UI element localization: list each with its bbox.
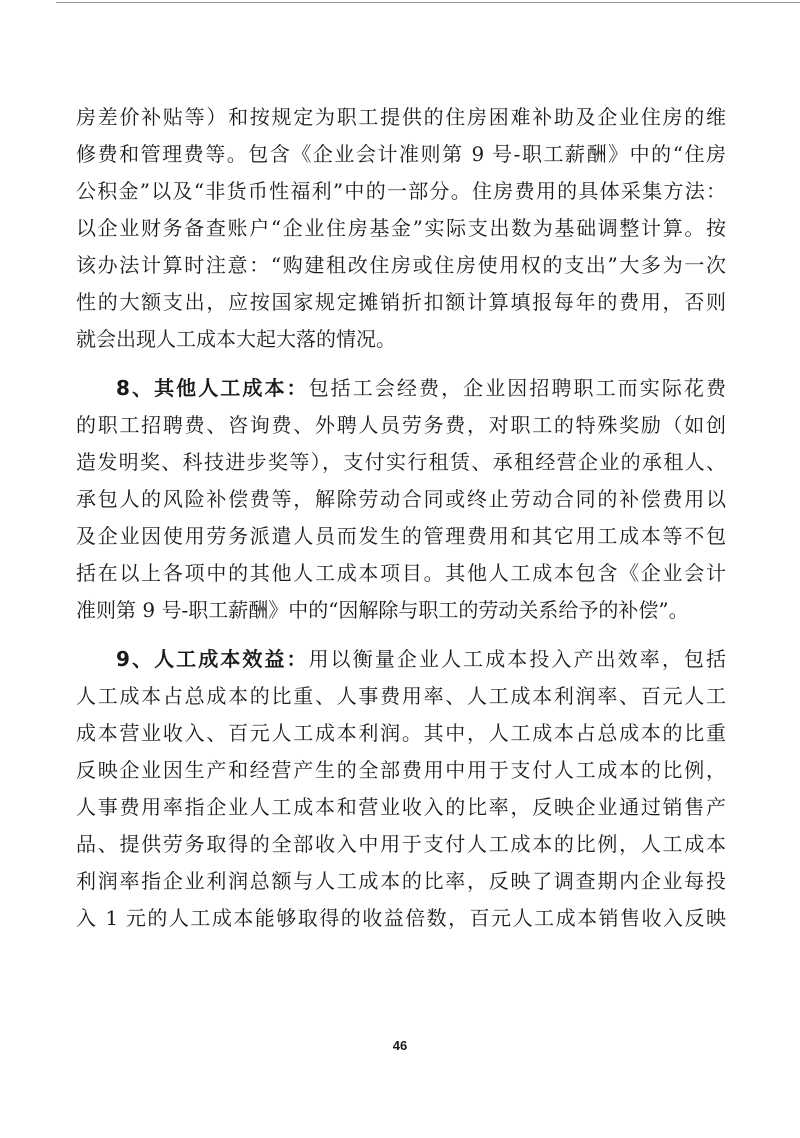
text-line: 及企业因使用劳务派遣人员而发生的管理费用和其它用工成本等不包 <box>76 524 726 548</box>
text-line <box>76 641 726 678</box>
text-line: 利润率指企业利润总额与人工成本的比率，反映了调查期内企业每投 <box>76 869 726 893</box>
text-line: 人事费用率指企业人工成本和营业收入的比率，反映企业通过销售产 <box>76 795 726 819</box>
page-number: 46 <box>392 1038 408 1053</box>
text-line: 造发明奖、科技进步奖等），支付实行租赁、承租经营企业的承租人、 <box>76 450 726 474</box>
section-heading-9: 9、人工成本效益： <box>116 647 309 671</box>
paragraph-labor-cost-efficiency <box>76 641 726 937</box>
text-line: 反映企业因生产和经营产生的全部费用中用于支付人工成本的比例， <box>76 758 726 782</box>
document-body <box>76 99 726 937</box>
top-border-rule <box>56 2 800 3</box>
paragraph-housing-costs <box>76 99 726 358</box>
text-run: 用以衡量企业人工成本投入产出效率，包括 <box>308 647 726 671</box>
paragraph-gap <box>76 358 726 370</box>
section-heading-8: 8、其他人工成本： <box>116 376 309 400</box>
text-line: 人工成本占总成本的比重、人事费用率、人工成本利润率、百元人工 <box>76 684 726 708</box>
text-line: 该办法计算时注意：“购建租改住房或住房使用权的支出”大多为一次 <box>76 253 726 277</box>
text-line: 的职工招聘费、咨询费、外聘人员劳务费，对职工的特殊奖励（如创 <box>76 413 726 437</box>
text-line: 入 1 元的人工成本能够取得的收益倍数，百元人工成本销售收入反映 <box>76 906 726 930</box>
text-line: 承包人的风险补偿费等，解除劳动合同或终止劳动合同的补偿费用以 <box>76 487 726 511</box>
text-line: 括在以上各项中的其他人工成本项目。其他人工成本包含《企业会计 <box>76 561 726 585</box>
text-line: 准则第 9 号-职工薪酬》中的“因解除与职工的劳动关系给予的补偿”。 <box>76 598 689 622</box>
paragraph-gap <box>76 629 726 641</box>
text-run: 包括工会经费，企业因招聘职工而实际花费 <box>308 376 726 400</box>
paragraph-other-labor-costs <box>76 370 726 629</box>
text-line <box>76 370 726 407</box>
text-line: 房差价补贴等）和按规定为职工提供的住房困难补助及企业住房的维 <box>76 105 726 129</box>
text-line: 成本营业收入、百元人工成本利润。其中，人工成本占总成本的比重 <box>76 721 726 745</box>
text-line: 修费和管理费等。包含《企业会计准则第 9 号-职工薪酬》中的“住房 <box>76 142 726 166</box>
text-line: 性的大额支出，应按国家规定摊销折扣额计算填报每年的费用，否则 <box>76 290 726 314</box>
text-line: 公积金”以及“非货币性福利”中的一部分。住房费用的具体采集方法： <box>76 179 726 203</box>
text-line: 品、提供劳务取得的全部收入中用于支付人工成本的比例，人工成本 <box>76 832 726 856</box>
text-line: 就会出现人工成本大起大落的情况。 <box>76 327 396 351</box>
text-line: 以企业财务备查账户“企业住房基金”实际支出数为基础调整计算。按 <box>76 216 726 240</box>
